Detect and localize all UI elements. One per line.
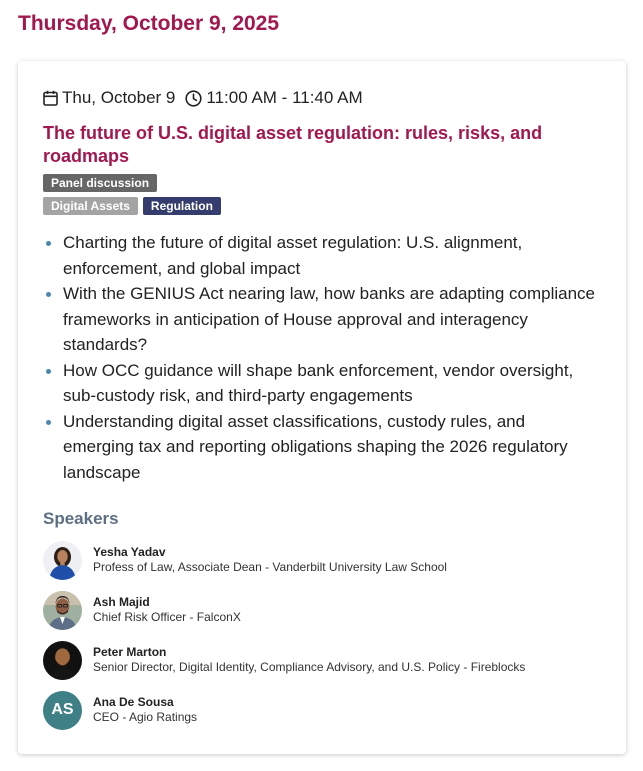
session-date: Thu, October 9	[62, 88, 176, 107]
avatar[interactable]	[43, 591, 82, 630]
speaker-role: CEO - Agio Ratings	[93, 710, 198, 724]
speaker-name: Yesha Yadav	[93, 545, 166, 559]
topic-badge-regulation[interactable]: Regulation	[143, 197, 221, 215]
speaker-info	[93, 545, 447, 575]
description-bullet: Understanding digital asset classifications, custody rules, and emerging tax and reporting obligations shaping the 2026 regulatory landscape	[43, 409, 598, 486]
speaker-item[interactable]	[43, 690, 601, 730]
speakers-heading: Speakers	[43, 509, 119, 528]
topic-badge-digital-assets[interactable]: Digital Assets	[43, 197, 138, 215]
session-time: 11:00 AM - 11:40 AM	[206, 88, 363, 107]
avatar-initials[interactable]: AS	[43, 691, 82, 730]
session-title[interactable]: The future of U.S. digital asset regulation: rules, risks, and roadmaps	[43, 123, 543, 166]
session-description	[43, 230, 601, 485]
description-bullet: How OCC guidance will shape bank enforcement, vendor oversight, sub-custody risk, and third-party engagements	[43, 358, 598, 409]
speaker-item[interactable]	[43, 640, 601, 680]
avatar[interactable]	[43, 541, 82, 580]
speaker-name: Ash Majid	[93, 595, 150, 609]
session-datetime	[43, 88, 601, 108]
speaker-info	[93, 595, 241, 625]
session-card	[18, 61, 626, 754]
format-badge-row	[43, 174, 601, 192]
clock-icon	[185, 90, 202, 107]
day-heading: Thursday, October 9, 2025	[18, 12, 280, 35]
speaker-item[interactable]	[43, 590, 601, 630]
speaker-role: Senior Director, Digital Identity, Compliance Advisory, and U.S. Policy - Fireblocks	[93, 660, 526, 674]
speaker-info	[93, 695, 197, 725]
calendar-icon	[43, 90, 58, 106]
speaker-role: Profess of Law, Associate Dean - Vanderbilt University Law School	[93, 560, 447, 574]
speaker-name: Ana De Sousa	[93, 695, 174, 709]
speaker-item[interactable]	[43, 540, 601, 580]
format-badge: Panel discussion	[43, 174, 157, 192]
speaker-info	[93, 645, 525, 675]
topic-badge-row	[43, 197, 601, 215]
speaker-role: Chief Risk Officer - FalconX	[93, 610, 241, 624]
speaker-name: Peter Marton	[93, 645, 167, 659]
avatar[interactable]	[43, 641, 82, 680]
description-bullet: Charting the future of digital asset regulation: U.S. alignment, enforcement, and global impact	[43, 230, 598, 281]
description-bullet: With the GENIUS Act nearing law, how banks are adapting compliance frameworks in anticipation of House approval and interagency standards?	[43, 281, 598, 358]
